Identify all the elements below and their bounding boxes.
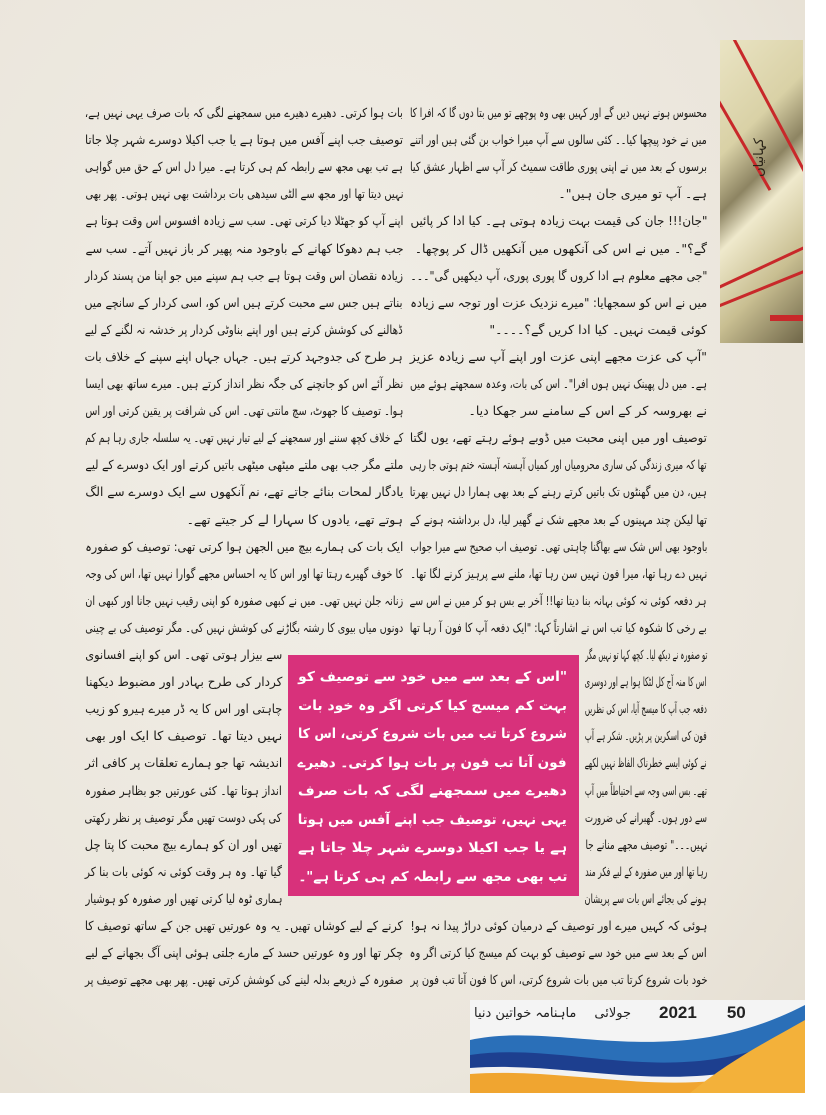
text-line [85, 859, 282, 885]
text-line-content: جب ہم دھوکا کھانے کے باوجود منہ پھیر کر باز نہیں آتے۔ سب سے [85, 240, 403, 256]
text-line [85, 615, 403, 641]
text-line [85, 642, 282, 668]
text-line [410, 208, 707, 234]
text-line [85, 181, 403, 207]
pull-quote-text: "اس کے بعد سے میں خود سے توصیف کو [298, 669, 567, 685]
text-line-content: تو صفورہ نے دیکھ لیا۔ کچھ کہا تو نہیں مگر [585, 647, 707, 662]
text-line-content: ہے۔ آپ تو میری جان ہیں"۔ [558, 186, 707, 202]
text-line [410, 371, 707, 397]
text-line [410, 181, 707, 207]
text-line-content: رہا تھا اور میں صفورہ کے لیے فکر مند [585, 863, 707, 879]
text-line-content: "آپ کی عزت مجھے اپنی عزت اور اپنے آپ سے زیادہ عزیز [410, 348, 707, 364]
text-line-content: کی پکی دوست تھیں مگر توصیف پر نظر رکھتی [85, 809, 282, 825]
text-line-content: دونوں میاں بیوی کا رشتہ بگاڑنے کی کوشش نہیں کی۔ مگر توصیف کی بے چینی [85, 619, 403, 635]
text-line [85, 913, 403, 939]
text-line [410, 263, 707, 289]
section-banner-image [720, 40, 803, 343]
text-line [85, 127, 403, 153]
text-line [85, 208, 403, 234]
text-line-content: تھے۔ بس اسی وجہ سے احتیاطاً میں آپ [585, 782, 707, 798]
text-line-content: نہیں۔۔۔" توصیف مجھے منانے جا [585, 836, 707, 852]
text-line [585, 696, 707, 722]
text-line [410, 100, 707, 126]
text-line-content: ملتے مگر جب بھی ملتے میٹھی میٹھی باتیں کرتے اور ایک دوسرے کے لیے [85, 457, 403, 473]
pull-quote-text: شروع کرتا تب میں بات شروع کرتی، اس کا [298, 726, 567, 742]
text-line-content: بناتے ہیں جس سے محبت کرتے ہیں اس کو، اسی کردار کے سانچے میں [85, 294, 403, 310]
text-line [410, 425, 707, 451]
text-line-content: کے خلاف کچھ سننے اور سمجھنے کے لیے تیار نہیں تھی۔ یہ سلسلہ جاری رہا ہم کم [85, 430, 403, 446]
text-line [585, 669, 707, 695]
issue-year: 2021 [659, 1003, 697, 1022]
text-line [85, 425, 403, 451]
text-line-content: فون کی اسکرین پر پڑیں۔ شکر ہے آپ [585, 728, 707, 744]
text-line [410, 290, 707, 316]
text-line-content: ہونے کی بجائے اس بات سے پریشان [585, 890, 707, 906]
text-line [585, 859, 707, 885]
text-line-content: ہوا۔ توصیف کا جھوٹ، سچ مانتی تھی۔ اس کی شرافت پر یقین کرتی اور اس [85, 403, 403, 419]
text-line [85, 696, 282, 722]
text-line [410, 615, 707, 641]
text-line-content: نظر آئے اس کو جانچنے کی جگہ نظر انداز کرتے ہیں۔ میرے ساتھ بھی ایسا [85, 376, 403, 391]
magazine-name: ماہنامہ خواتین دنیا [474, 1006, 577, 1021]
text-line [85, 805, 282, 831]
pull-quote-line [298, 777, 567, 806]
text-line [585, 778, 707, 804]
text-line [410, 236, 707, 262]
text-line-content: گیا تھا۔ وہ ہر وقت کوئی نہ کوئی بات بنا کر [85, 863, 282, 879]
text-line [85, 236, 403, 262]
pull-quote-line [298, 720, 567, 749]
text-line-content: کوئی قیمت نہیں۔ کیا ادا کریں گے؟۔۔۔۔" [489, 321, 707, 337]
text-line-content: باوجود بھی اس شک سے بھاگنا چاہتی تھی۔ توصیف اب صحیح سے میرا جواب [410, 538, 707, 554]
text-line-content: ہے تب بھی مجھ سے رابطہ کم ہی کرتا ہے۔ میرا دل اس کے حق میں گواہی [85, 159, 403, 175]
text-line [410, 452, 707, 478]
text-line-content: کا خوف گھیرے رہتا تھا اور اس کا یہ احساس مجھے گوارا نہیں تھا، اس کی وجہ [85, 565, 403, 581]
pull-quote-line [298, 749, 567, 778]
text-line-content: کردار کی طرح بہادر اور مضبوط دیکھنا [85, 674, 282, 690]
text-line [585, 805, 707, 831]
text-line [85, 317, 403, 343]
text-line [585, 886, 707, 912]
pull-quote-text: بہت کم میسج کیا کرتی اگر وہ خود بات [298, 697, 567, 714]
text-line-content: انداز ہوتا تھا۔ کئی عورتیں جو بظاہر صفورہ [85, 782, 282, 798]
text-line [585, 750, 707, 776]
text-line-content: صفورہ کے ذریعے بدلہ لینے کی کوشش کرتی تھیں۔ پھر بھی مجھے توصیف پر [85, 972, 403, 988]
text-line [85, 669, 282, 695]
text-line-content: ہر دفعہ کوئی نہ کوئی بہانہ بنا دیتا تھا!! آخر بے بس ہو کر میں نے اس سے [410, 592, 707, 608]
text-line-content: یادگار لمحات بنائے جاتے تھے، نم آنکھوں سے ایک دوسرے سے الگ [85, 484, 403, 500]
text-line-content: نے کوئی ایسے خطرناک الفاظ نہیں لکھے [585, 755, 707, 771]
text-line-content: برسوں کے بعد میں نے اپنی پوری طاقت سمیٹ کر آپ سے اظہار عشق کیا [410, 159, 707, 175]
text-line-content: اس کے بعد سے میں خود سے توصیف کو بہت کم میسج کیا کرتی اگر وہ [410, 945, 707, 961]
pull-quote-line [298, 806, 567, 835]
text-line-content: ہوئی کہ کہیں میرے اور توصیف کے درمیان کوئی دراڑ پیدا نہ ہو! [410, 918, 707, 933]
text-line [410, 913, 707, 939]
text-line-content: اندیشہ تھا جو ہمارے تعلقات پر کافی اثر [85, 755, 282, 771]
text-line [85, 398, 403, 424]
text-line-content: زیادہ نقصان اس وقت ہوتا ہے جب ہم سپنے میں جو اپنا من پسند کردار [85, 267, 403, 283]
pull-quote-box [288, 655, 579, 896]
text-line-content: بے رخی کا شکوہ کیا تب اس نے اشارتاً کہا: "ایک دفعہ آپ کا فون آ رہا تھا [410, 619, 707, 635]
text-line [85, 290, 403, 316]
text-line-content: گے؟"۔ میں نے اس کی آنکھوں میں آنکھیں ڈال کر پوچھا۔ [414, 240, 707, 256]
text-line [85, 723, 282, 749]
text-line-content: نے بھروسہ کر کے اس کے سامنے سر جھکا دیا۔ [468, 403, 707, 419]
text-line [410, 940, 707, 966]
pull-quote-line [298, 692, 567, 721]
text-line [585, 723, 707, 749]
pull-quote-text: تب بھی مجھ سے رابطہ کم ہی کرتا ہے"۔ [298, 868, 567, 885]
text-line [85, 832, 282, 858]
text-line [410, 344, 707, 370]
page-number: 50 [726, 1003, 746, 1022]
text-line-content: سے دور ہوں۔ گھبرانے کی ضرورت [585, 809, 707, 825]
text-line [85, 750, 282, 776]
text-line-content: میں نے خود پیچھا کیا۔۔ کئی سالوں سے آپ میرا خواب بن گئی ہیں اور اتنے [410, 132, 707, 148]
text-line-content: ہوتے تھے، یادوں کا سہارا لے کر جیتے تھے۔ [186, 511, 403, 527]
text-line [410, 154, 707, 180]
pull-quote-line [298, 834, 567, 863]
text-line [410, 398, 707, 424]
text-line-content: کرنے کے لیے کوشاں تھیں۔ یہ وہ عورتیں تھیں جن کے ساتھ توصیف کا [85, 918, 403, 933]
text-line [85, 940, 403, 966]
text-line [85, 507, 403, 533]
text-line-content: نہیں دیتا تھا۔ توصیف کا ایک اور بھی [85, 728, 282, 744]
text-line [85, 967, 403, 993]
text-line [85, 344, 403, 370]
text-line-content: اس کا منہ آج کل لٹکا ہوا ہے اور دوسری [585, 674, 707, 690]
text-line-content: نہیں دیتا تھا اور مجھ سے الٹی سیدھی بات برداشت بھی نہیں ہوتی۔ پھر بھی [85, 186, 403, 202]
text-line-content: خود بات شروع کرتا تب میں بات شروع کرتی، اس کا فون آتا تب فون پر [410, 972, 707, 988]
text-line-content: تھا کہ میری زندگی کی ساری محرومیاں اور کمیاں آہستہ آہستہ ختم ہوتی جا رہی [410, 457, 707, 473]
text-line-content: دفعہ جب آپ کا میسج آیا، اس کی نظریں [585, 701, 707, 717]
text-line-content: توصیف اور میں اپنی محبت میں ڈوبے ہوئے رہتے تھے، یوں لگتا [410, 430, 707, 446]
text-line-content: توصیف جب اپنے آفس میں ہوتا ہے یا جب اکیلا دوسرے شہر چلا جاتا [85, 132, 403, 148]
text-line-content: زنانہ جلن نہیں تھی۔ میں نے کبھی صفورہ کو اپنی رقیب نہیں جانا اور کبھی ان [85, 592, 403, 608]
text-line-content: چکر تھا اور وہ عورتیں حسد کے مارے جلتی ہوئی اپنی آگ بجھانے کے لیے [85, 945, 403, 961]
page-footer [470, 1000, 805, 1093]
text-line-content: ہے۔ میں دل پھینک نہیں ہوں افرا"۔ اس کی بات، وعدہ سمجھتے ہوئے میں [410, 376, 707, 391]
text-line-content: محسوس ہونے نہیں دیں گے اور کہیں بھی وہ پوچھے تو میں بتا دوں گا کہ افرا کا [410, 105, 707, 120]
text-line [410, 588, 707, 614]
text-line-content: ڈھالنے کی کوشش کرتے ہیں اور اپنے بناوٹی کردار پر خدشہ نہ لگنے کے لیے [85, 321, 403, 337]
text-line [85, 263, 403, 289]
text-line [410, 967, 707, 993]
text-line [585, 642, 707, 668]
text-line-content: "جی مجھے معلوم ہے ادا کروں گا پوری پوری، آپ دیکھیں گی"۔۔۔ [410, 267, 707, 283]
pull-quote-text: یہی نہیں، توصیف جب اپنے آفس میں ہوتا [298, 811, 567, 828]
pull-quote-text: فون آتا تب فون پر بات ہوا کرتی۔ دھیرے [298, 754, 567, 771]
text-line [85, 479, 403, 505]
text-line [410, 479, 707, 505]
text-line-content: "جان!!! جان کی قیمت بہت زیادہ ہوتی ہے۔ کیا ادا کر پائیں [410, 213, 707, 229]
text-line-content: ہر طرح کی جدوجہد کرتے ہیں۔ جہاں جہاں اپنے سپنے کے خلاف بات [85, 348, 403, 364]
text-line [585, 832, 707, 858]
text-line-content: اپنے آپ کو جھٹلا دیا کرتی تھی۔ سب سے زیادہ افسوس اس وقت ہوتا ہے [85, 213, 403, 229]
pull-quote-text: دھیرے میں سمجھنے لگی کہ بات صرف [298, 783, 567, 799]
issue-month: جولائی [594, 1006, 631, 1021]
text-line [410, 561, 707, 587]
section-label: کہانیاں [751, 138, 767, 177]
text-line [85, 154, 403, 180]
text-line [85, 561, 403, 587]
text-line [85, 778, 282, 804]
text-line [85, 452, 403, 478]
pull-quote-line [298, 663, 567, 692]
text-line [85, 588, 403, 614]
text-line [410, 507, 707, 533]
text-line [410, 534, 707, 560]
text-line-content: تھا لیکن چند مہینوں کے بعد مجھے شک نے گھیر لیا، دل برداشتہ ہونے کے [410, 511, 707, 527]
text-line [85, 100, 403, 126]
text-line [410, 317, 707, 343]
text-line-content: تھیں اور ان کو ہمارے بیچ محبت کا پتا چل [85, 836, 282, 852]
text-line-content: ہیں، دن میں گھنٹوں تک باتیں کرتے رہنے کے بعد بھی ہمارا دل نہیں بھرتا [410, 484, 707, 500]
text-line-content: نہیں دے رہا تھا، میرا فون نہیں سن رہا تھا، ملنے سے پرہیز کرنے لگا تھا۔ [410, 565, 707, 581]
text-line [85, 534, 403, 560]
pull-quote-line [298, 863, 567, 892]
text-line-content: بات ہوا کرتی۔ دھیرے دھیرے میں سمجھنے لگی کہ بات صرف یہی نہیں ہے، [85, 105, 403, 120]
text-line [410, 127, 707, 153]
text-line-content: ہماری ٹوہ لیا کرتی تھیں اور صفورہ کو ہوشیار [85, 890, 282, 906]
text-line-content: ایک بات کی ہمارے بیچ میں الجھن ہوا کرتی تھی: توصیف کو صفورہ [85, 538, 403, 554]
text-line [85, 886, 282, 912]
text-line-content: میں نے اس کو سمجھایا: "میرے نزدیک عزت اور توجہ سے زیادہ [410, 294, 707, 310]
pull-quote-text: ہے یا جب اکیلا دوسرے شہر چلا جاتا ہے [298, 840, 567, 856]
text-line-content: سے بیزار ہوتی تھی۔ اس کو اپنے افسانوی [85, 647, 282, 662]
text-line [85, 371, 403, 397]
text-line-content: چاہتی اور اس کا یہ ڈر میرے ہیرو کو زیب [85, 701, 282, 717]
